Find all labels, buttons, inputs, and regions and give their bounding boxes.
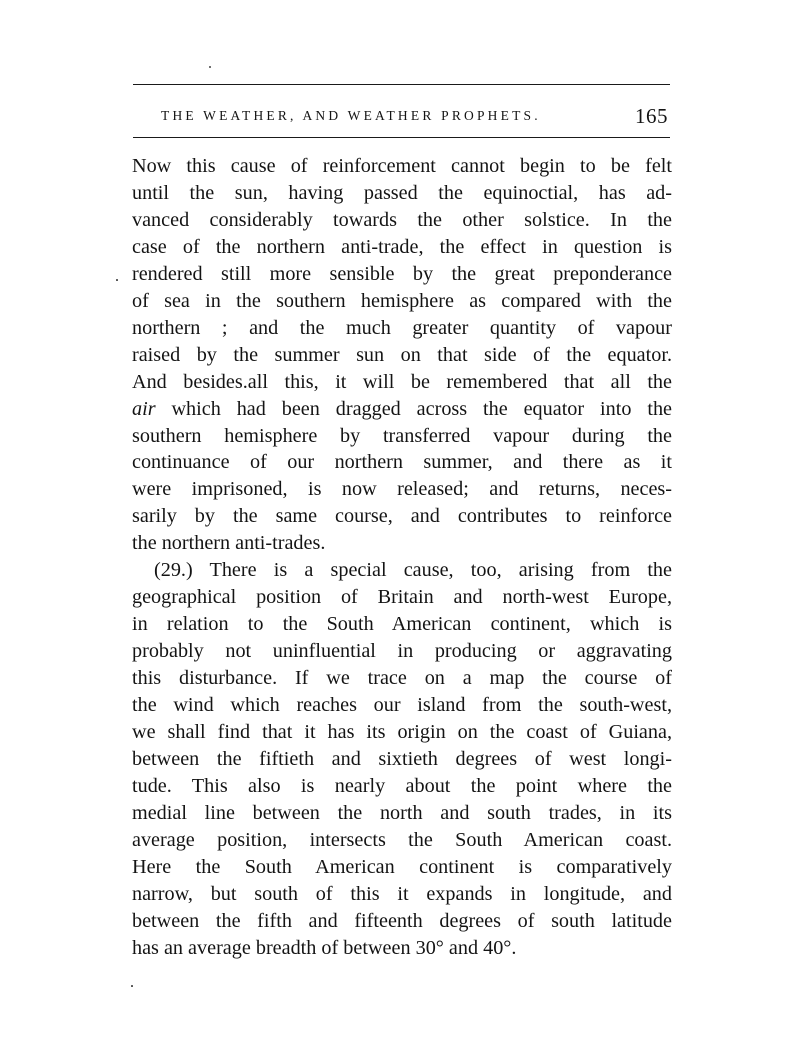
text-line: narrow, but south of this it expands in longitude, and: [132, 882, 672, 905]
text-line: vanced considerably towards the other solstice. In the: [132, 208, 672, 231]
text-line: between the fifth and fifteenth degrees of south latitude: [132, 909, 672, 932]
text-line: average position, intersects the South American coast.: [132, 828, 672, 851]
ink-speck: [131, 985, 133, 987]
text-line: Here the South American continent is comparatively: [132, 855, 672, 878]
ink-speck: [209, 66, 211, 68]
text-line: continuance of our northern summer, and there as it: [132, 451, 672, 474]
text-line: sarily by the same course, and contributes to reinforce: [132, 505, 672, 528]
running-head: [133, 104, 670, 130]
text-line: And besides.all this, it will be remembered that all the: [132, 370, 672, 393]
text-line: air which had been dragged across the equator into the: [132, 397, 672, 420]
header-bottom-rule: [133, 137, 670, 138]
text-line: the northern anti-trades.: [132, 532, 326, 555]
text-line: case of the northern anti-trade, the effect in question is: [132, 235, 672, 258]
text-line: this disturbance. If we trace on a map the course of: [132, 667, 672, 690]
text-line: raised by the summer sun on that side of the equator.: [132, 343, 672, 366]
text-line: northern ; and the much greater quantity of vapour: [132, 316, 672, 339]
italic-word: air: [132, 397, 156, 420]
text-line: of sea in the southern hemisphere as compared with the: [132, 289, 672, 312]
paragraph-1: [132, 153, 672, 557]
text-line: between the fiftieth and sixtieth degrees of west longi-: [132, 747, 672, 770]
text-line: rendered still more sensible by the great preponderance: [132, 262, 672, 285]
body-text: [132, 153, 672, 962]
text-line: tude. This also is nearly about the point where the: [132, 774, 672, 797]
text-line: has an average breadth of between 30° and 40°.: [132, 936, 517, 959]
paragraph-2: [132, 557, 672, 961]
text-line: geographical position of Britain and north-west Europe,: [132, 586, 672, 609]
text-line: (29.) There is a special cause, too, arising from the: [154, 559, 672, 582]
text-line: Now this cause of reinforcement cannot begin to be felt: [132, 155, 672, 177]
text-line: were imprisoned, is now released; and returns, neces-: [132, 478, 672, 501]
text-line: the wind which reaches our island from the south-west,: [132, 694, 672, 717]
text-line: in relation to the South American continent, which is: [132, 613, 672, 636]
text-line: probably not uninfluential in producing or aggravating: [132, 640, 672, 663]
text-line: until the sun, having passed the equinoctial, has ad-: [132, 181, 672, 204]
text-line: southern hemisphere by transferred vapour during the: [132, 424, 672, 447]
text-line: we shall find that it has its origin on the coast of Guiana,: [132, 721, 672, 744]
running-title: THE WEATHER, AND WEATHER PROPHETS.: [161, 108, 541, 123]
header-top-rule: [133, 84, 670, 85]
text-line: medial line between the north and south trades, in its: [132, 801, 672, 824]
ink-speck: [116, 279, 118, 281]
page-number: 165: [635, 104, 668, 128]
